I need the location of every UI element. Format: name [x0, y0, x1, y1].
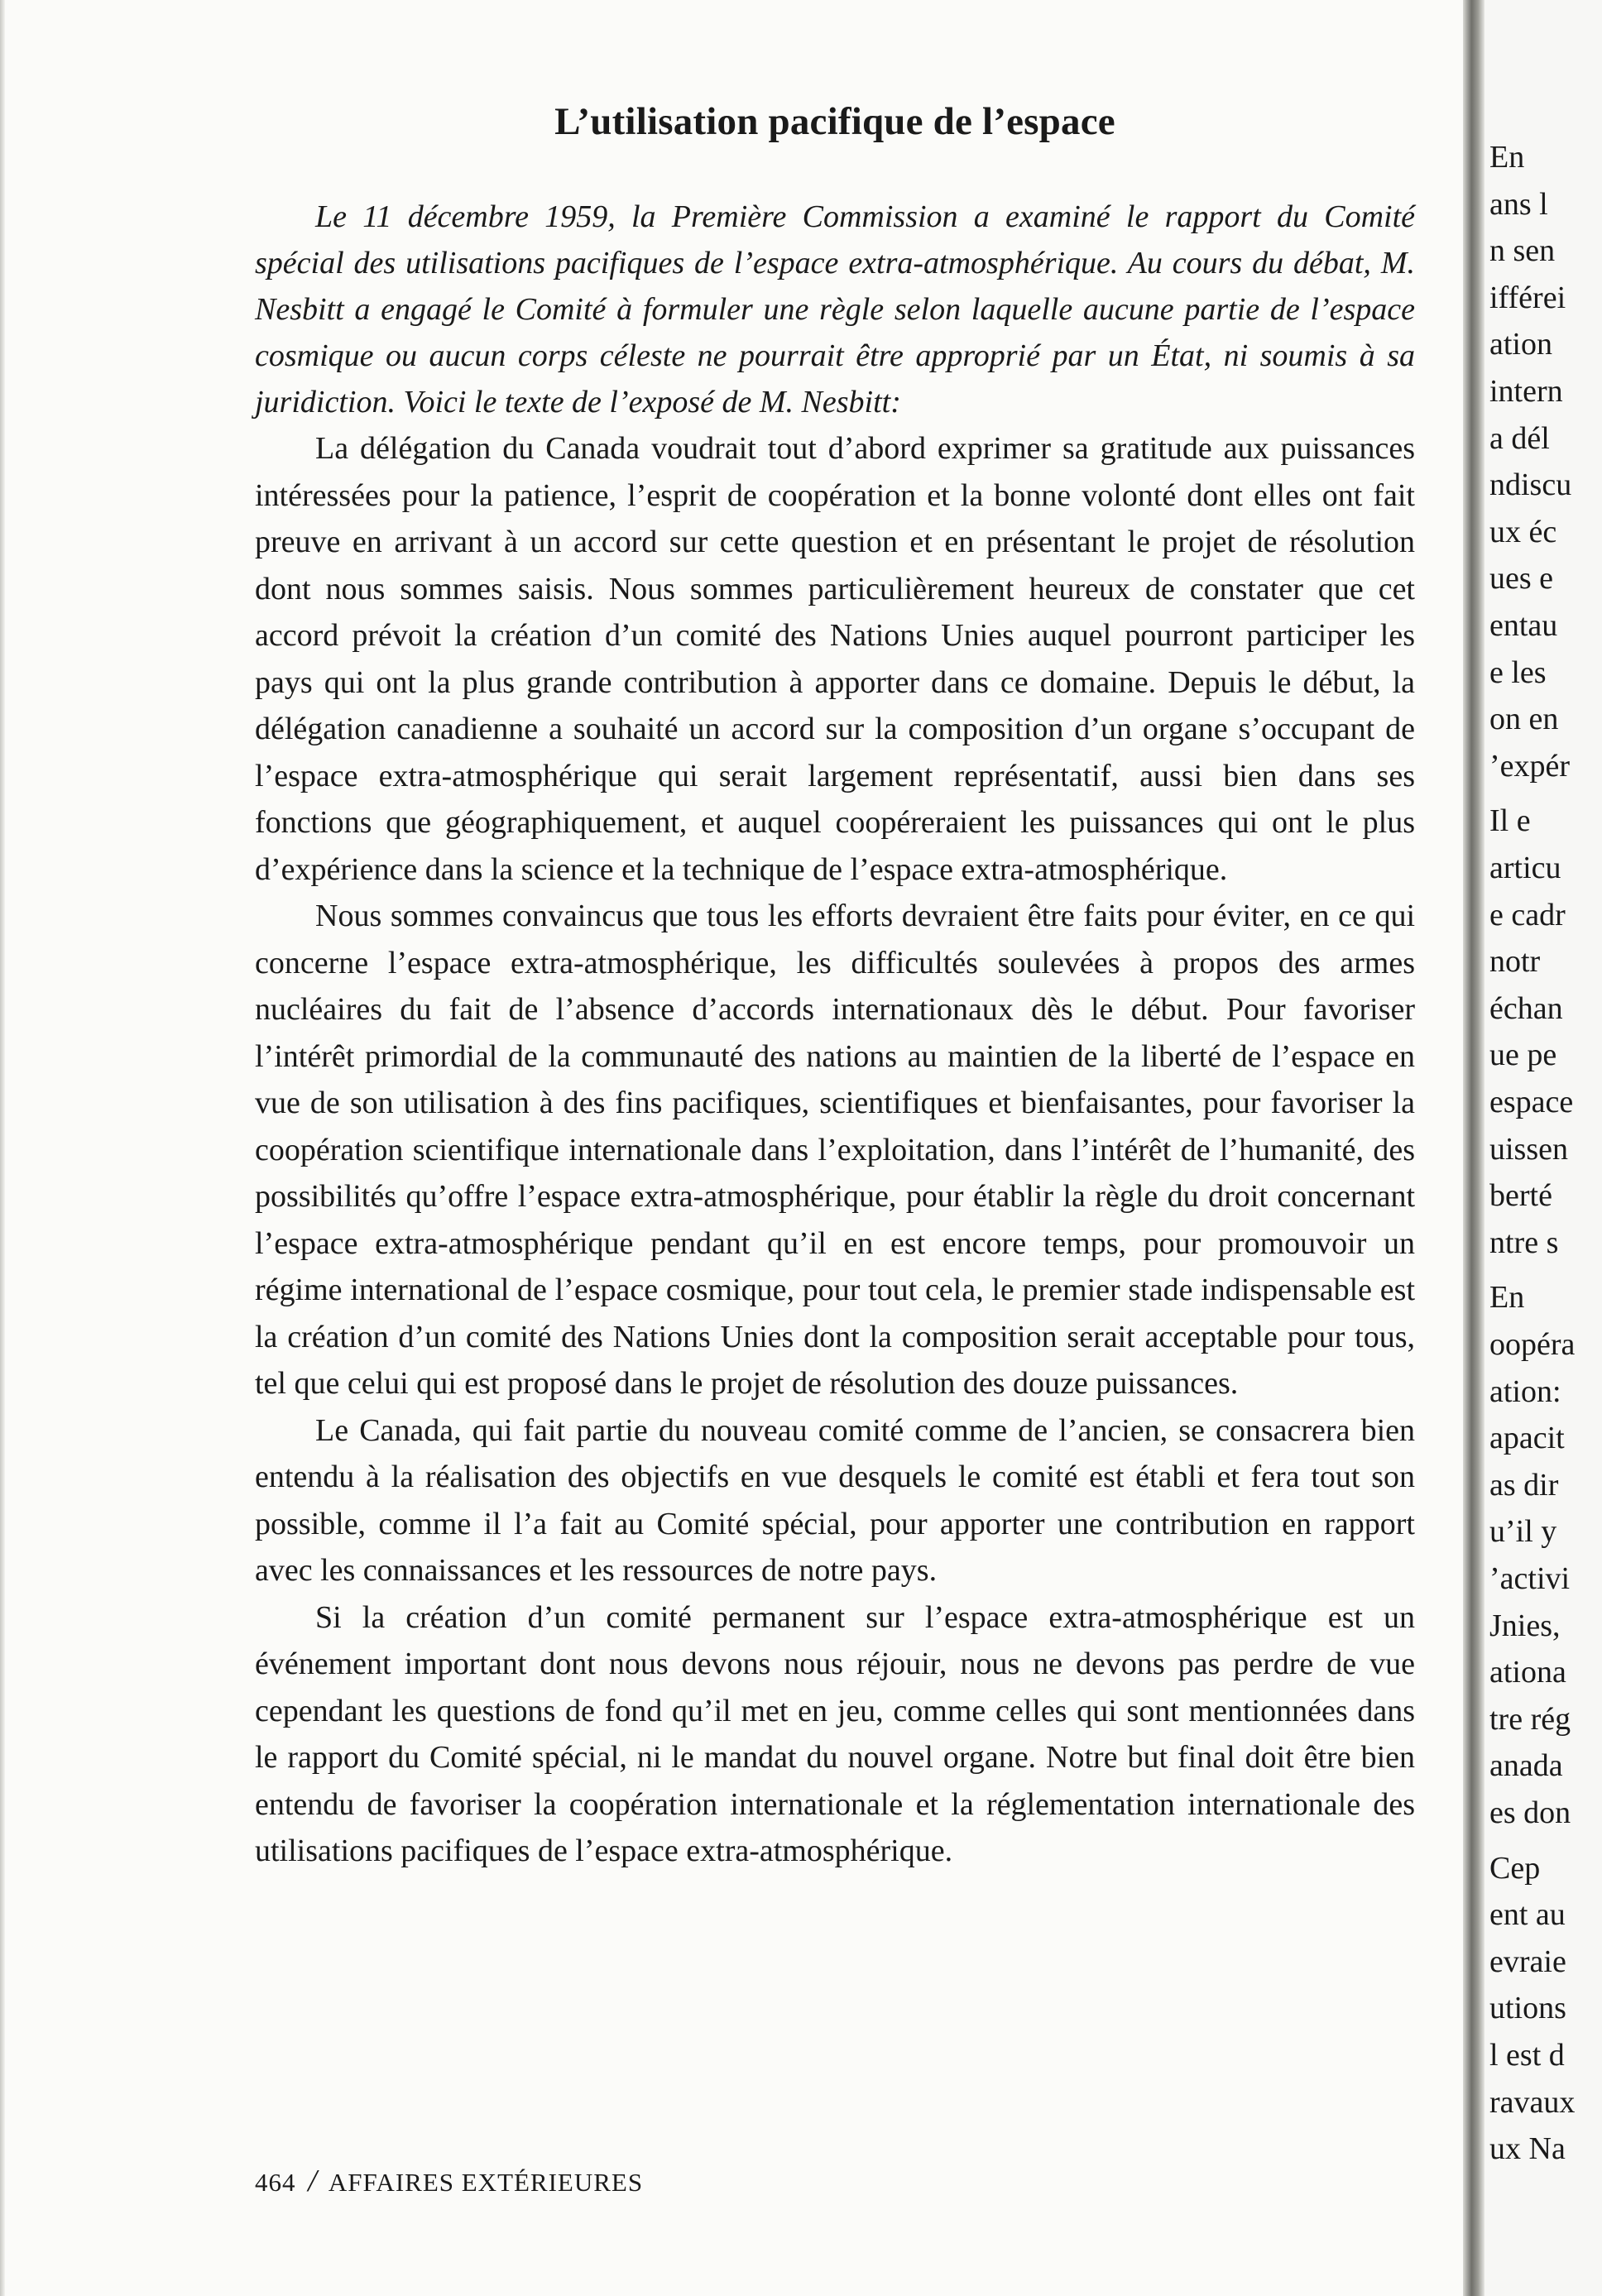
adjacent-page-line: ent au	[1489, 1897, 1566, 1932]
adjacent-page-line: ue pe	[1489, 1038, 1557, 1072]
adjacent-page-line: entau	[1489, 608, 1558, 643]
adjacent-page-line: ifférei	[1489, 280, 1566, 315]
adjacent-page-line: ntre s	[1489, 1225, 1559, 1260]
article-column	[255, 99, 1415, 1875]
adjacent-page-line: ux éc	[1489, 515, 1557, 549]
adjacent-page-line: Cep	[1489, 1851, 1541, 1886]
adjacent-page-line: es don	[1489, 1795, 1571, 1830]
page-footer	[255, 2163, 643, 2199]
adjacent-page-line: berté	[1489, 1178, 1552, 1213]
adjacent-page-line: ues e	[1489, 561, 1554, 596]
intro-paragraph: Le 11 décembre 1959, la Première Commission a examiné le rapport du Comité spécial des utilisations pacifiques de l’espace extra-atmosphérique. Au cours du débat, M. Nesbitt a engagé le Comité à formuler une règle selon laquelle aucune partie de l’espace cosmique ou aucun corps céleste ne pourrait être approprié par un État, ni soumis à sa juridiction. Voici le texte de l’exposé de M. Nesbitt:	[255, 199, 1415, 419]
adjacent-page-line: ’expér	[1489, 749, 1571, 784]
adjacent-page-line: e cadr	[1489, 898, 1566, 932]
footer-separator: /	[308, 2164, 318, 2198]
page-number: 464	[255, 2168, 296, 2197]
adjacent-page-line: tre rég	[1489, 1702, 1571, 1737]
adjacent-page-line: as dir	[1489, 1468, 1559, 1503]
adjacent-page-line: ationa	[1489, 1655, 1566, 1690]
adjacent-page-line: apacit	[1489, 1421, 1565, 1455]
adjacent-page-line: oopéra	[1489, 1327, 1576, 1362]
adjacent-page-line: En	[1489, 140, 1525, 175]
adjacent-page-line: u’il y	[1489, 1514, 1557, 1549]
adjacent-page-line: e les	[1489, 655, 1547, 690]
adjacent-page-line: Il e	[1489, 803, 1531, 838]
adjacent-page-line: notr	[1489, 944, 1541, 979]
adjacent-page-line: n sen	[1489, 233, 1556, 268]
adjacent-page-line: utions	[1489, 1991, 1566, 2025]
adjacent-page-line: ation	[1489, 327, 1552, 362]
body-paragraph-2: Nous sommes convaincus que tous les efforts devraient être faits pour éviter, en ce qui concerne l’espace extra-atmosphérique, les difficultés soulevées à propos des armes nucléaires du fait de l’absence d’accords internationaux dès le début. Pour favoriser l’intérêt primordial de la communauté des nations au maintien de la liberté de l’espace en vue de son utilisation à des fins pacifiques, scientifiques et bienfaisantes, pour favoriser la coopération scientifique internationale dans l’exploitation, dans l’intérêt de l’humanité, des possibilités qu’offre l’espace extra-atmosphérique, pour établir la règle du droit concernant l’espace extra-atmosphérique pendant qu’il en est encore temps, pour promouvoir un régime international de l’espace cosmique, pour tout cela, le premier stade indispensable est la création d’un comité des Nations Unies dont la composition serait acceptable pour tous, tel que celui qui est proposé dans le projet de résolution des douze puissances.	[255, 899, 1415, 1401]
adjacent-page-fragment	[1484, 0, 1602, 2296]
adjacent-page-line: intern	[1489, 374, 1563, 409]
adjacent-page-line: articu	[1489, 851, 1561, 885]
body-paragraph-1: La délégation du Canada voudrait tout d’abord exprimer sa gratitude aux puissances intéressées pour la patience, l’esprit de coopération et la bonne volonté dont elles ont fait preuve en arrivant à un accord sur cette question et en présentant le projet de résolution dont nous sommes saisis. Nous sommes particulièrement heureux de constater que cet accord prévoit la création d’un comité des Nations Unies auquel pourront participer les pays qui ont la plus grande contribution à apporter dans ce domaine. Depuis le début, la délégation canadienne a souhaité un accord sur la composition d’un organe s’occupant de l’espace extra-atmosphérique qui serait largement représentatif, aussi bien dans ses fonctions que géographiquement, et auquel coopéreraient les puissances qui ont le plus d’expérience dans la science et la technique de l’espace extra-atmosphérique.	[255, 431, 1415, 887]
adjacent-page-line: échan	[1489, 991, 1563, 1026]
body-paragraph-3: Le Canada, qui fait partie du nouveau comité comme de l’ancien, se consacrera bien entendu à la réalisation des objectifs en vue desquels le comité est établi et fera tout son possible, comme il l’a fait au Comité spécial, pour apporter une contribution en rapport avec les connaissances et les ressources de notre pays.	[255, 1412, 1415, 1588]
adjacent-page-line: ravaux	[1489, 2085, 1576, 2120]
page-left-edge	[0, 0, 5, 2296]
adjacent-page-line: ux Na	[1489, 2131, 1566, 2166]
adjacent-page-line: En	[1489, 1280, 1525, 1315]
adjacent-page-line: l est d	[1489, 2038, 1565, 2073]
adjacent-page-line: ndiscu	[1489, 467, 1572, 502]
publication-name: AFFAIRES EXTÉRIEURES	[328, 2168, 644, 2197]
adjacent-page-line: ation:	[1489, 1374, 1561, 1409]
adjacent-page-line: uissen	[1489, 1132, 1568, 1167]
adjacent-page-line: ans l	[1489, 187, 1548, 222]
adjacent-page-line: anada	[1489, 1748, 1563, 1783]
adjacent-page-line: Jnies,	[1489, 1608, 1561, 1643]
article-title: L’utilisation pacifique de l’espace	[554, 100, 1115, 143]
adjacent-page-line: a dél	[1489, 421, 1550, 456]
adjacent-page-line: espace	[1489, 1085, 1574, 1119]
adjacent-page-line: evraie	[1489, 1944, 1566, 1979]
book-gutter	[1463, 0, 1484, 2296]
adjacent-page-line: on en	[1489, 702, 1559, 736]
adjacent-page-line: ’activi	[1489, 1561, 1571, 1596]
body-paragraph-4: Si la création d’un comité permanent sur l’espace extra-atmosphérique est un événement important dont nous devons nous réjouir, nous ne devons pas perdre de vue cependant les questions de fond qu’il met en jeu, comme celles qui sont mentionnées dans le rapport du Comité spécial, ni le mandat du nouvel organe. Notre but final doit être bien entendu de favoriser la coopération internationale et la réglementation internationale des utilisations pacifiques de l’espace extra-atmosphérique.	[255, 1599, 1415, 1868]
